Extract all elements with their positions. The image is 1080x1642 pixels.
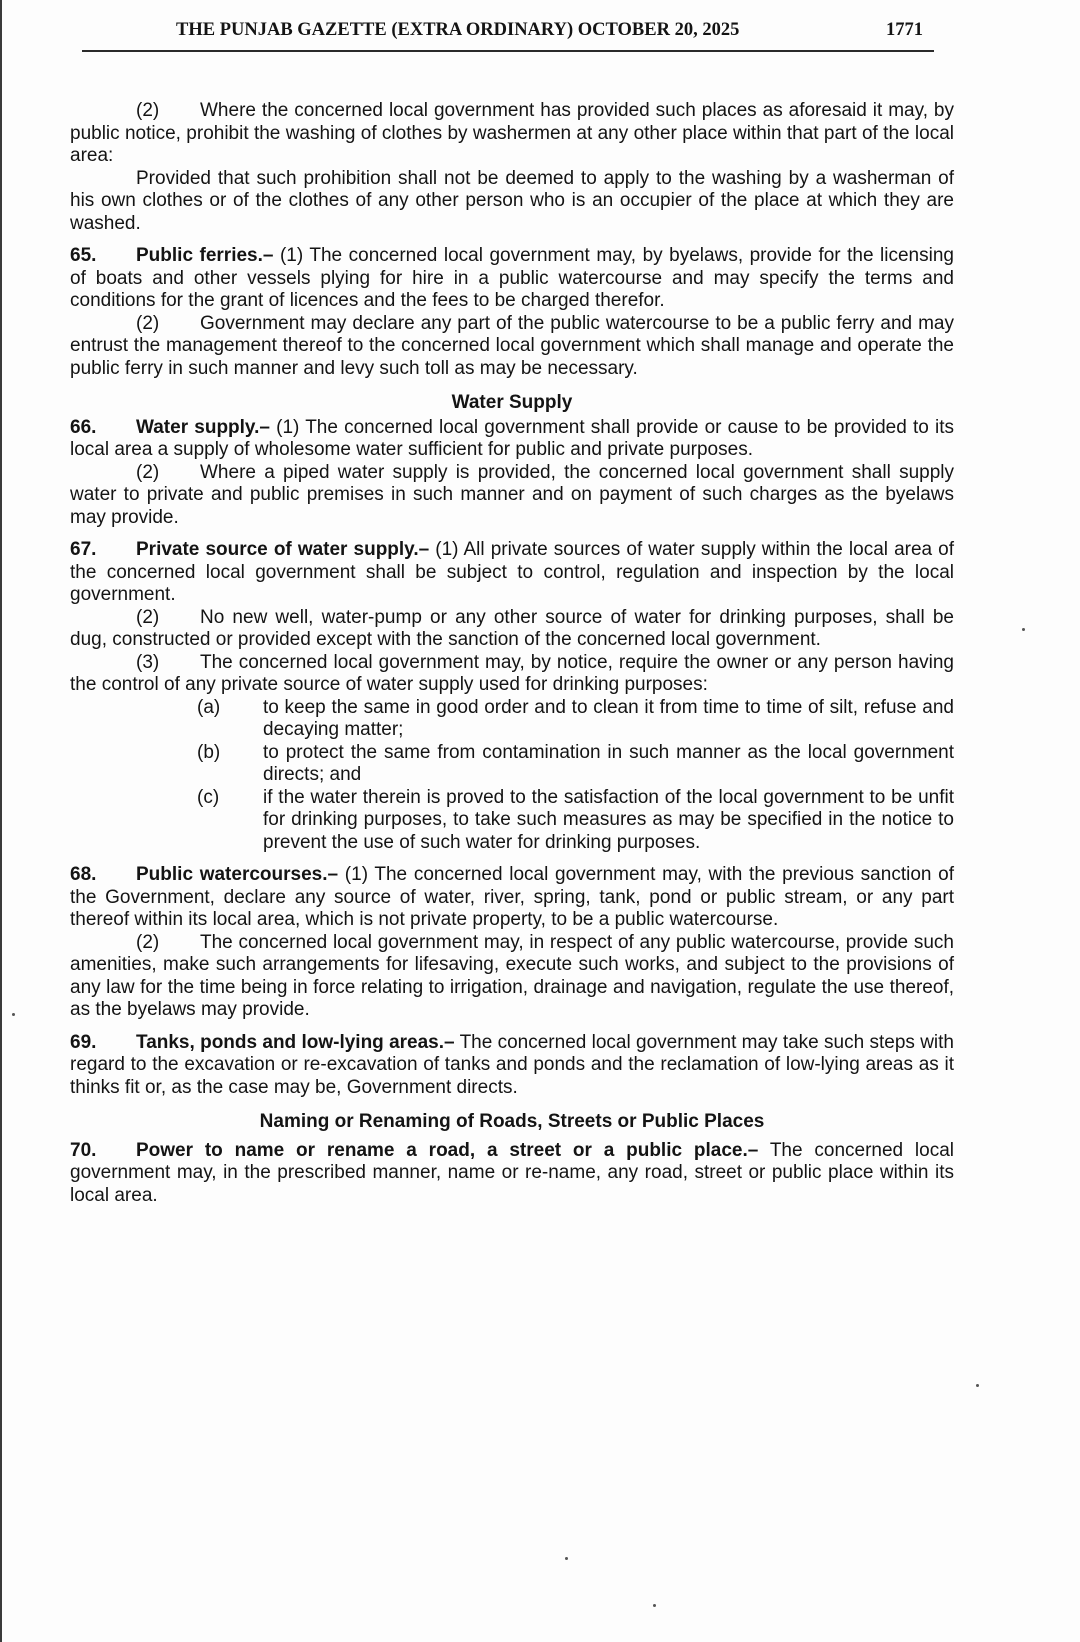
- section-69: [70, 1032, 954, 1100]
- section-title: Private source of water supply.–: [136, 539, 430, 560]
- subsection-text: The concerned local government may, by notice, require the owner or any person having the control of any private source of water supply used for drinking purposes:: [70, 651, 954, 695]
- subsection-text: Where a piped water supply is provided, the concerned local government shall supply water to private and public premises in such manner and on payment of such charges as the byelaws may provide.: [70, 461, 954, 528]
- page-number: 1771: [886, 20, 923, 40]
- section-67-subsection-3: [70, 652, 954, 697]
- section-text: The concerned local government may, in the prescribed manner, name or re-name, any road, street or public place within its local area.: [70, 1139, 955, 1206]
- clause-a: [197, 697, 954, 742]
- subsection-number: (2): [136, 606, 160, 628]
- subsection-text: No new well, water-pump or any other source of water for drinking purposes, shall be dug, constructed or provided except with the sanction of the concerned local government.: [70, 606, 954, 650]
- clause-text: if the water therein is proved to the satisfaction of the local government to be unfit for drinking purposes, to take such measures as may be specified in the notice to prevent the use of such water for drinking purposes.: [263, 786, 954, 853]
- section-title: Public watercourses.–: [136, 864, 339, 885]
- subsection-number: (3): [136, 651, 160, 673]
- clause-label: (b): [197, 741, 221, 763]
- section-text: (1) The concerned local government shall provide or cause to be provided to its local area a supply of wholesome water sufficient for public and private purposes.: [70, 416, 954, 460]
- section-title: Power to name or rename a road, a street or a public place.–: [136, 1139, 759, 1161]
- section-number: 68.: [70, 864, 97, 885]
- section-65-subsection-2: [70, 313, 954, 381]
- heading-naming-roads: Naming or Renaming of Roads, Streets or Public Places: [259, 1111, 765, 1132]
- section-text: (1) All private sources of water supply within the local area of the concerned local government shall be subject to control, regulation and inspection by the local government.: [70, 539, 955, 605]
- section-67-subsection-2: [70, 607, 954, 652]
- section-70: [70, 1140, 954, 1208]
- scan-speck: [12, 1013, 15, 1016]
- clause-label: (a): [197, 696, 221, 718]
- subsection-number: (2): [136, 931, 160, 953]
- section-64-proviso: Provided that such prohibition shall not be deemed to apply to the washing by a washerman of his own clothes or of the clothes of any other person who is an occupier of the place at which they are washed.: [70, 167, 954, 234]
- section-66-subsection-2: [70, 462, 954, 530]
- subsection-number: (2): [136, 461, 160, 483]
- scan-speck: [565, 1557, 568, 1560]
- clause-b: [197, 742, 954, 787]
- section-number: 67.: [70, 539, 97, 560]
- gazette-title: THE PUNJAB GAZETTE (EXTRA ORDINARY) OCTOBER 20, 2025: [176, 20, 740, 40]
- clause-label: (c): [197, 786, 220, 808]
- subsection-text: Government may declare any part of the public watercourse to be a public ferry and may entrust the management thereof to the concerned local government which shall manage and operate the public ferry in such manner and levy such toll as may be necessary.: [70, 312, 954, 379]
- section-number: 66.: [70, 416, 97, 438]
- section-66: [70, 417, 954, 462]
- section-text: (1) The concerned local government may, by byelaws, provide for the licensing of boats and other vessels plying for hire in a public watercourse and may specify the terms and conditions for the grant of licences and the fees to be charged therefor.: [70, 245, 954, 311]
- scan-edge: [0, 0, 2, 1642]
- section-67: [70, 539, 954, 607]
- section-title: Water supply.–: [136, 416, 270, 438]
- document-body: [70, 100, 954, 1207]
- section-title: Public ferries.–: [136, 245, 274, 266]
- clause-c: [197, 787, 954, 855]
- section-65: [70, 245, 954, 313]
- heading-water-supply: Water Supply: [451, 392, 573, 413]
- section-number: 70.: [70, 1139, 97, 1161]
- clause-text: to keep the same in good order and to clean it from time to time of silt, refuse and decaying matter;: [263, 696, 954, 740]
- section-number: 65.: [70, 245, 97, 266]
- subsection-text: Where the concerned local government has provided such places as aforesaid it may, by public notice, prohibit the washing of clothes by washermen at any other place within that part of the local area:: [70, 100, 954, 166]
- scan-speck: [1022, 628, 1025, 631]
- clause-text: to protect the same from contamination in such manner as the local government directs; and: [263, 741, 954, 785]
- scan-speck: [653, 1604, 656, 1607]
- section-number: 69.: [70, 1031, 97, 1053]
- section-68-subsection-2: [70, 932, 954, 1022]
- section-text: (1) The concerned local government may, with the previous sanction of the Government, declare any source of water, river, spring, tank, pond or public stream, or any part thereof within its local area, which is not private property, to be a public watercourse.: [70, 864, 955, 930]
- section-text: The concerned local government may take such steps with regard to the excavation or re-excavation of tanks and ponds and the reclamation of low-lying areas as it thinks fit or, as the case may be, Government directs.: [70, 1031, 954, 1098]
- section-68: [70, 864, 954, 932]
- subsection-number: (2): [136, 100, 160, 121]
- subsection-number: (2): [136, 312, 160, 334]
- section-64-subsection-2: [70, 100, 954, 168]
- subsection-text: The concerned local government may, in respect of any public watercourse, provide such amenities, make such arrangements for lifesaving, execute such works, and subject to the provisions of any law for the time being in force relating to irrigation, drainage and navigation, regulate the use thereof, as the byelaws may provide.: [70, 931, 954, 1020]
- scan-speck: [976, 1384, 979, 1387]
- section-title: Tanks, ponds and low-lying areas.–: [136, 1031, 455, 1053]
- header-rule: [82, 50, 934, 52]
